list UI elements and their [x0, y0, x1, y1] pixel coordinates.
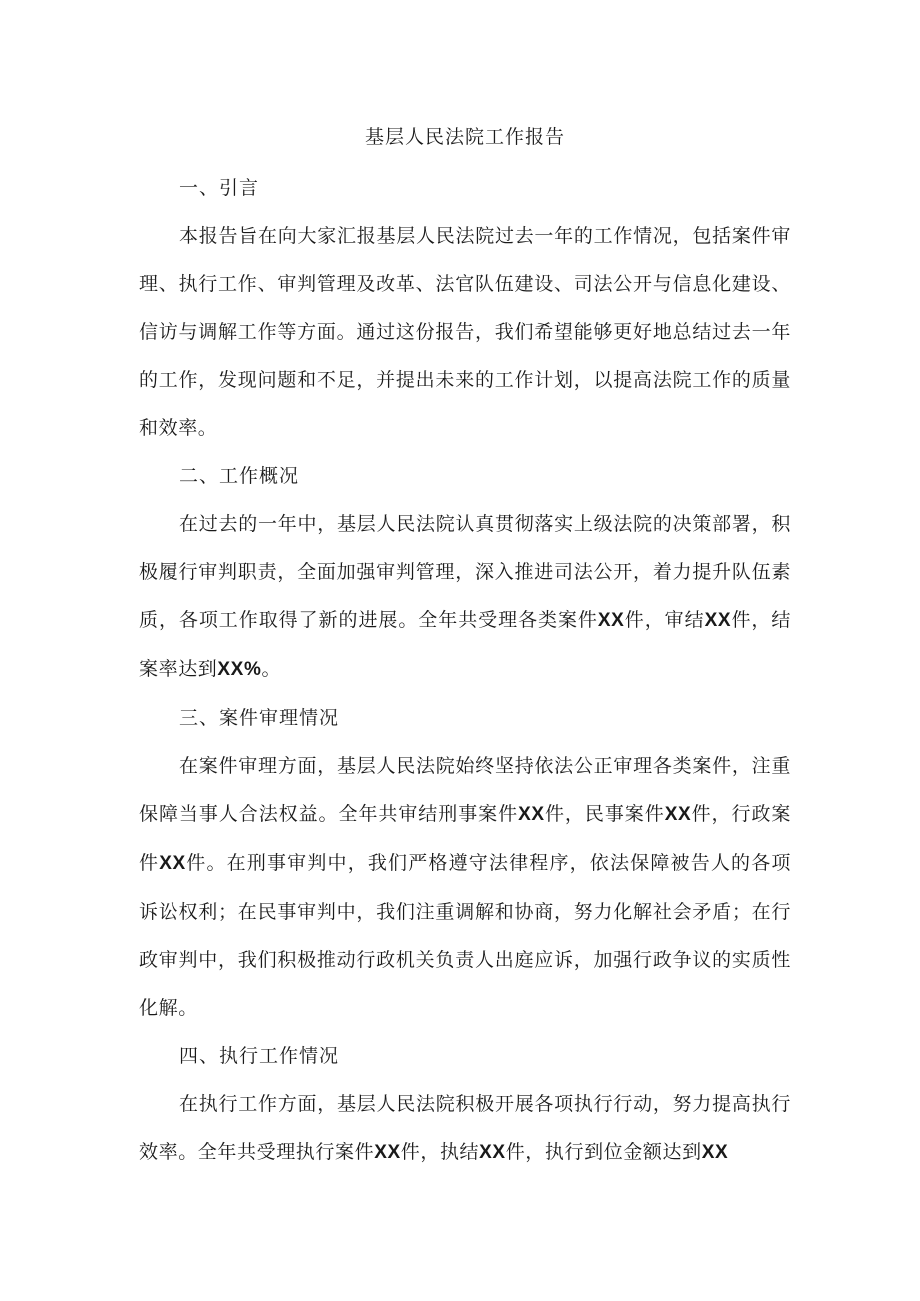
section-heading-overview: 二、工作概况: [179, 465, 300, 487]
placeholder-value: XX: [374, 1142, 401, 1163]
section-heading-introduction: 一、引言: [179, 177, 260, 199]
paragraph-execution: [139, 1080, 791, 1177]
text-run: 在过去的一年中，基层人民法院认真贯彻落实上级法院的决策部署，积极履行审判职责，全面加强审判管理，深入推进司法公开，着力提升队伍素质，各项工作取得了新的进展。全年共受理各类案件: [139, 513, 791, 631]
paragraph-overview: [139, 500, 791, 694]
placeholder-value: XX: [664, 804, 692, 825]
placeholder-value: XX: [479, 1142, 506, 1163]
text-run: 件，执结: [400, 1141, 480, 1163]
placeholder-value: XX: [701, 1142, 729, 1163]
text-run: 件，民事案件: [544, 803, 665, 825]
paragraph-introduction: 本报告旨在向大家汇报基层人民法院过去一年的工作情况，包括案件审理、执行工作、审判管理及改革、法官队伍建设、司法公开与信息化建设、信访与调解工作等方面。通过这份报告，我们希望能够更好地总结过去一年的工作，发现问题和不足，并提出未来的工作计划，以提高法院工作的质量和效率。: [139, 225, 791, 439]
text-run: 。: [261, 658, 282, 680]
placeholder-value: XX: [704, 610, 732, 631]
paragraph-case-trial: [139, 742, 791, 1032]
section-heading-case-trial: 三、案件审理情况: [179, 707, 340, 729]
section-heading-execution: 四、执行工作情况: [179, 1045, 340, 1067]
placeholder-value: XX%: [217, 659, 262, 680]
placeholder-value: XX: [159, 853, 186, 874]
text-run: 件，行政案件: [139, 803, 791, 874]
text-run: 件，审结: [624, 609, 705, 631]
document-title: 基层人民法院工作报告: [364, 126, 565, 148]
text-run: 在案件审理方面，基层人民法院始终坚持依法公正审理各类案件，注重保障当事人合法权益。全年共审结刑事案件: [139, 755, 791, 825]
text-run: 件。在刑事审判中，我们严格遵守法律程序，依法保障被告人的各项诉讼权利；在民事审判中，我们注重调解和协商，努力化解社会矛盾；在行政审判中，我们积极推动行政机关负责人出庭应诉，加强行政争议的实质性化解。: [139, 852, 791, 1019]
document-page: [139, 118, 791, 1177]
placeholder-value: XX: [518, 804, 545, 825]
text-run: 件，执行到位金额达到: [505, 1141, 702, 1163]
text-run: 件，结案率达到: [139, 609, 791, 680]
placeholder-value: XX: [597, 610, 625, 631]
text-run: 在执行工作方面，基层人民法院积极开展各项执行行动，努力提高执行效率。全年共受理执行案件: [139, 1093, 791, 1163]
